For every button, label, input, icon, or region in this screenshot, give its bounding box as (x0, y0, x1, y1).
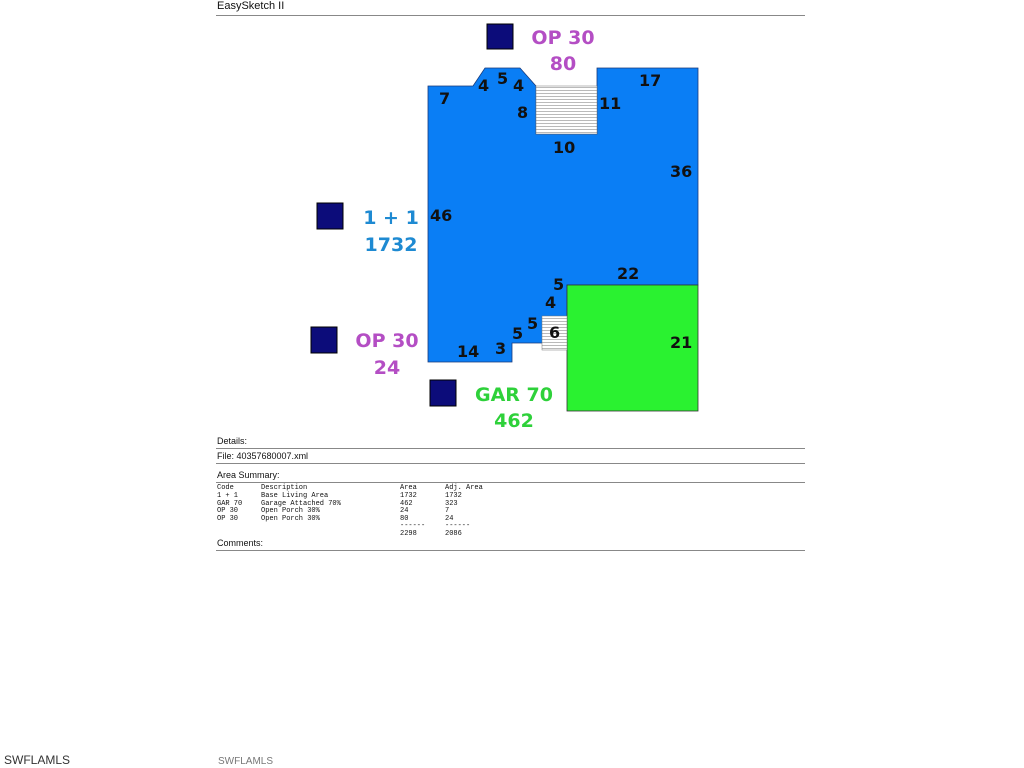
op-top-area: 80 (549, 53, 577, 75)
marker-square (311, 327, 337, 353)
details-divider (216, 448, 805, 449)
living-code: 1 + 1 (363, 207, 419, 229)
table-cell: 1 + 1 (217, 491, 239, 500)
total-separator: ------ (400, 522, 426, 530)
file-divider (216, 463, 805, 464)
edge-label: 5 (527, 314, 539, 333)
file-name: File: 40357680007.xml (217, 451, 309, 461)
edge-label: 46 (430, 206, 453, 225)
edge-label: 21 (670, 333, 693, 352)
edge-label: 17 (639, 71, 662, 90)
edge-label: 22 (617, 264, 640, 283)
comments-heading: Comments: (217, 538, 264, 548)
edge-label: 7 (439, 89, 451, 108)
table-cell: OP 30 (217, 515, 239, 524)
edge-label: 3 (495, 339, 507, 358)
table-cell: Open Porch 30% (261, 507, 320, 516)
total-separator: ------ (445, 522, 471, 530)
edge-label: 4 (478, 76, 490, 95)
edge-label: 10 (553, 138, 576, 157)
table-cell: 462 (400, 499, 413, 508)
marker-square (317, 203, 343, 229)
column-header: Description (261, 484, 308, 492)
edge-label: 6 (549, 323, 561, 342)
table-cell: 1732 (400, 491, 417, 500)
table-cell: OP 30 (217, 507, 239, 516)
garage-area: 462 (494, 410, 534, 432)
living-area: 1732 (364, 234, 418, 256)
porch-top-shape (536, 86, 597, 134)
watermark: SWFLAMLS (4, 753, 71, 767)
comments-divider (216, 550, 805, 551)
marker-square (430, 380, 456, 406)
column-header: Code (217, 484, 234, 492)
edge-label: 5 (497, 69, 509, 88)
watermark: SWFLAMLS (218, 756, 274, 767)
table-cell: 24 (445, 515, 454, 524)
total-adj-area: 2086 (445, 530, 462, 538)
op-top-code: OP 30 (531, 27, 595, 49)
details-heading: Details: (217, 436, 248, 446)
table-cell: 323 (445, 499, 458, 508)
column-header: Adj. Area (445, 484, 483, 492)
edge-label: 5 (553, 275, 565, 294)
table-cell: 24 (400, 507, 409, 516)
edge-label: 4 (513, 76, 525, 95)
edge-label: 4 (545, 293, 557, 312)
table-cell: Base Living Area (261, 491, 329, 500)
edge-label: 8 (517, 103, 529, 122)
edge-label: 14 (457, 342, 480, 361)
total-area: 2298 (400, 530, 417, 538)
table-cell: 7 (445, 507, 450, 516)
garage-code: GAR 70 (475, 384, 553, 406)
table-cell: Garage Attached 70% (261, 499, 341, 508)
edge-label: 5 (512, 324, 524, 343)
area-summary-divider (216, 482, 805, 483)
marker-square (487, 24, 513, 49)
table-cell: GAR 70 (217, 499, 243, 508)
column-header: Area (400, 484, 417, 492)
op-bottom-code: OP 30 (355, 330, 419, 352)
table-cell: 80 (400, 515, 409, 524)
report-title: EasySketch II (217, 0, 285, 12)
area-summary-heading: Area Summary: (217, 470, 280, 480)
table-cell: Open Porch 30% (261, 515, 320, 524)
op-bottom-area: 24 (373, 357, 401, 379)
edge-label: 36 (670, 162, 693, 181)
table-cell: 1732 (445, 491, 462, 500)
edge-label: 11 (599, 94, 622, 113)
